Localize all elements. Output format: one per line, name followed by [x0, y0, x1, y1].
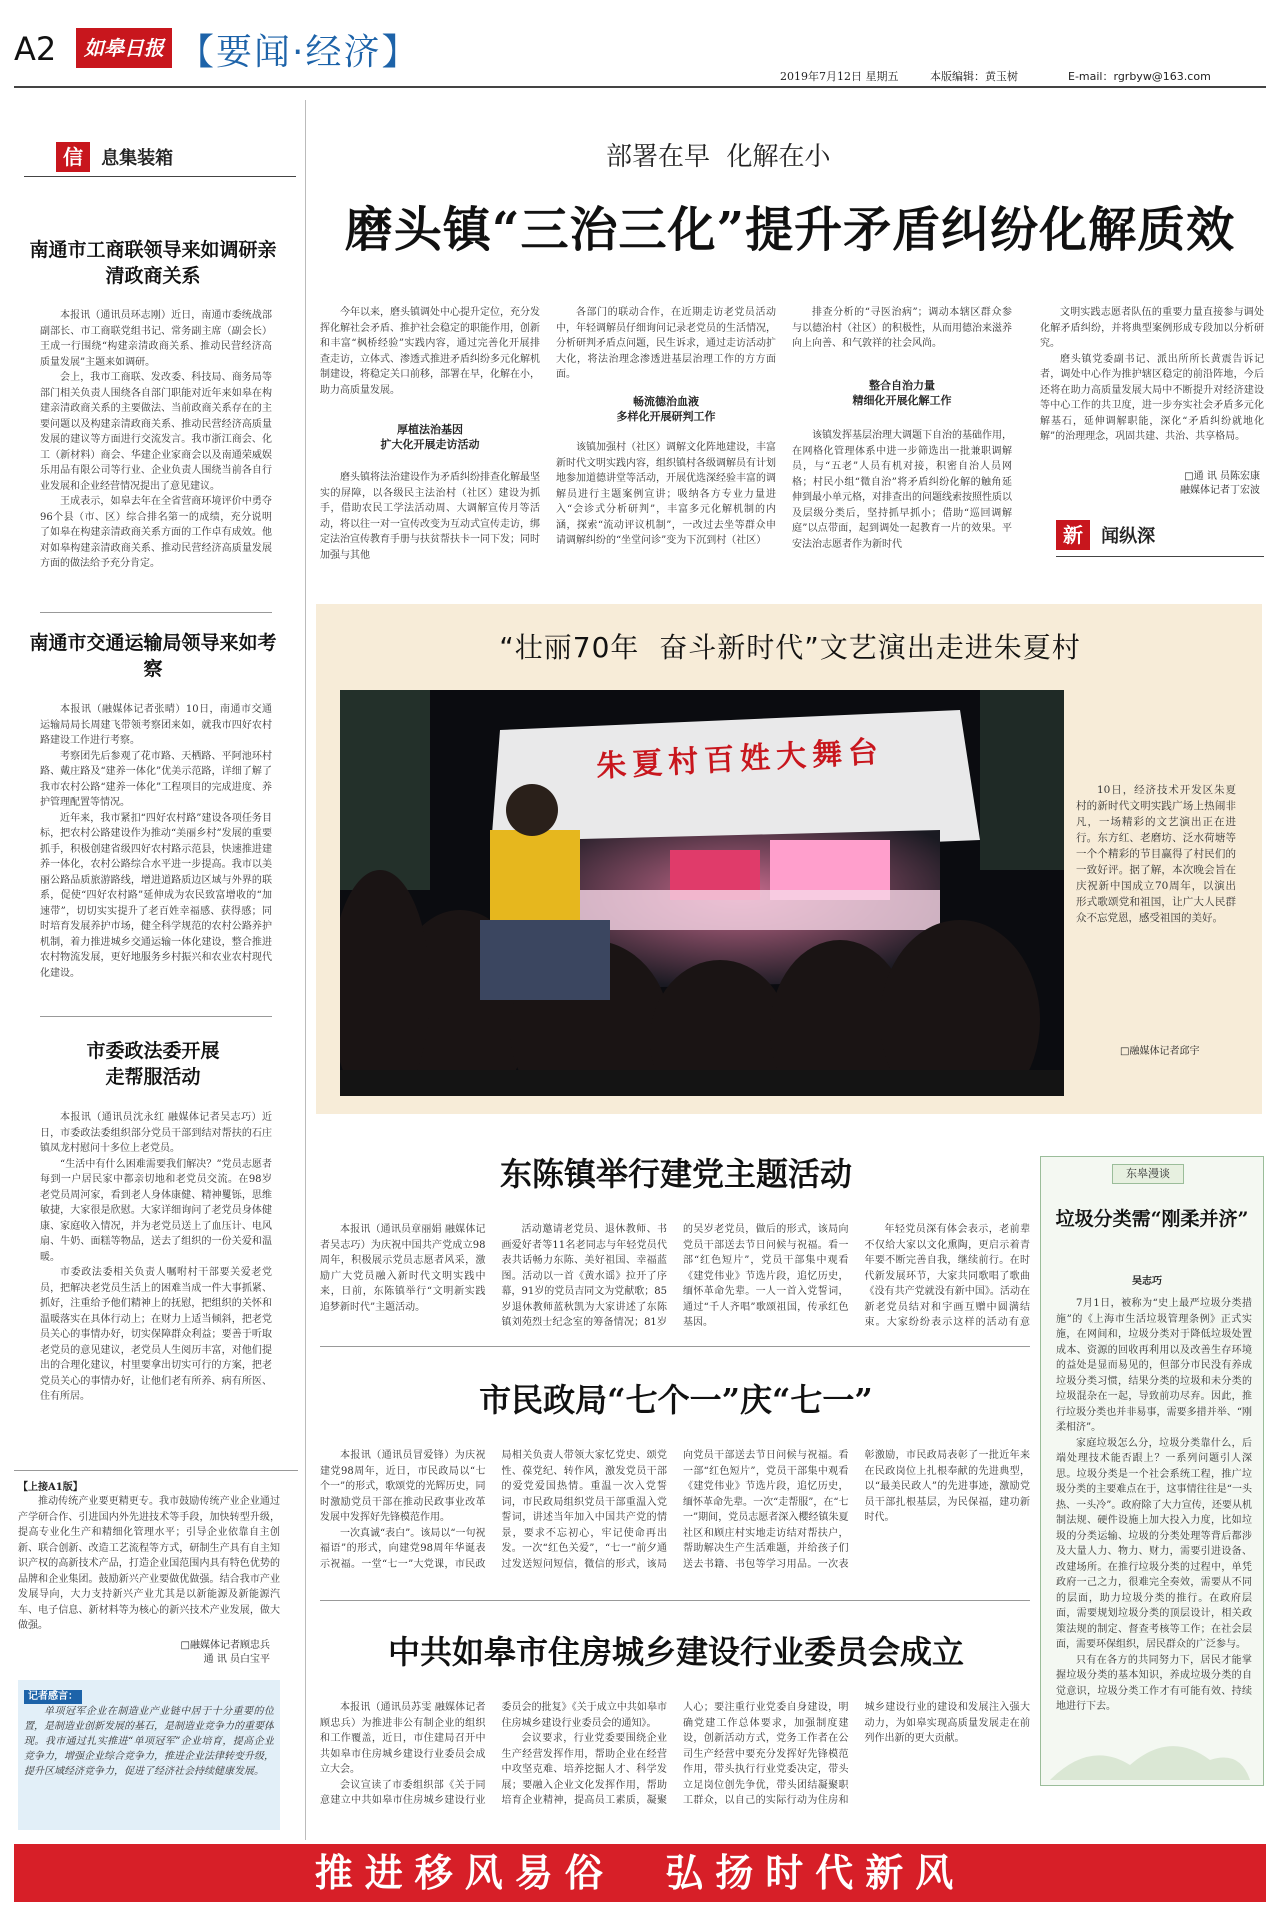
continued-byline [150, 1639, 270, 1667]
lead-col-4 [1040, 305, 1264, 469]
lead-col-3 [792, 305, 1012, 365]
commentary-label: 东皋漫谈 [1112, 1164, 1184, 1184]
divider [320, 1346, 1030, 1347]
paragraph: 推动传统产业要更精更专。我市鼓励传统产业企业通过产学研合作、引进国内外先进技术等手段，加快转型升级，提高专业化生产和精细化管理水平；引导企业依靠自主创新、联合创新、改造工艺流程等方式，研制生产具有自主知识产权的高新技术产品，打造企业国范围内具有特色优势的品牌和企业集团。鼓励新兴产业要做优做强。结合我市产业发展导向，大力支持新兴产业尤其是以新能源及新能源汽车、电子信息、新材料等为核心的新兴技术产业发展，做大做强。 [18, 1496, 280, 1631]
paragraph: “生活中有什么困难需要我们解决？”党员志愿者每到一户居民家中都亲切地和老党员交流。在98岁老党员周河家，看到老人身体康健、精神矍铄，思维敏捷，大家很是欣慰。大家详细询问了老党员身体健康、家庭收入情况，并为老党员送上了血压计、电风扇、牛奶、面糕等物品，送去了组织的一份关爱和温暖。 [40, 1158, 272, 1263]
lead-subhead-1 [370, 422, 490, 452]
subhead-line: 扩大化开展走访活动 [380, 438, 480, 451]
byline: □通 讯 员陈宏康 [1184, 471, 1260, 482]
news-depth-header [1056, 520, 1155, 550]
page-number: A2 [14, 30, 57, 68]
news-depth-title: 闻纵深 [1101, 526, 1156, 547]
paragraph: 今年以来，磨头镇调处中心提升定位，充分发挥化解社会矛盾、推护社会稳定的职能作用，创新和丰富“枫桥经验”实践内容，通过完善化开展排查走访，立体式、渗透式推进矛盾纠纷多元化解机制建设，将稳定关口前移，部署在早，化解在小，助力高质量发展。 [320, 307, 540, 396]
issue-date: 2019年7月12日 星期五 [780, 70, 899, 83]
byline: 融媒体记者丁宏波 [1180, 485, 1260, 496]
paragraph: 各部门的联动合作，在近期走访老党员活动中，年轻调解员仔细询问记录老党员的生活情况，分析研判矛盾点问题，民生诉求，通过走访活动扩大化，将法治理念渗透进基层治理工作的方方面面。 [556, 307, 776, 380]
article-title-zfw: 市委政法委开展走帮服活动 [86, 1040, 220, 1088]
paragraph: 磨头镇党委副书记、派出所所长黄震告诉记者，调处中心作为推护辖区稳定的前沿阵地，今后还将在助力高质量发展大局中不断提升对经济建设等中心工作的共卫度，进一步夯实社会矛盾多元化解基石，延伸调解职能，深化“矛盾纠纷就地化解”的治理理念，巩固共建、共治、共享格局。 [1040, 353, 1264, 442]
commentary-author: 吴志巧 [1132, 1276, 1162, 1287]
paragraph: 文明实践志愿者队伍的重要力量直接参与调处化解矛盾纠纷，并将典型案例形成专段加以分析研究。 [1040, 307, 1264, 349]
paragraph: 只有在各方的共同努力下，居民才能掌握垃圾分类的基本知识，养成垃圾分类的自觉意识，垃圾分类工作才有可能有效、持续地进行下去。 [1056, 1654, 1252, 1712]
lead-col-3b [792, 428, 1012, 565]
info-label: 信 [56, 142, 90, 172]
stage-banner-text: 朱夏村百姓大舞台 [595, 734, 885, 785]
paragraph: 7月1日，被称为“史上最严垃圾分类措施”的《上海市生活垃圾管理条例》正式实施，在网间和，垃圾分类对于降低垃圾处置成本、资源的回收再利用以及改善生存环境的益处是显而易见的，但部分市民没有养成垃圾分类习惯，结果分类的垃圾和未分类的垃圾混杂在一起，导致前功尽弃。因此，推行垃圾分类也并非易事，需要多措并举、“刚柔相济”。 [1056, 1298, 1252, 1433]
article-title-zj: 中共如皋市住房城乡建设行业委员会成立 [387, 1633, 964, 1671]
article-body-zj [320, 1700, 1030, 1830]
commentary-body [1056, 1296, 1252, 1716]
lead-kicker: 部署在早 化解在小 [606, 142, 831, 172]
article-title-gsl: 南通市工商联领导来如调研亲清政商关系 [29, 239, 277, 287]
page-email: E-mail：rgrbyw@163.com [1068, 70, 1211, 83]
photo-byline: □融媒体记者邱宇 [1120, 1046, 1200, 1057]
paragraph: 会上，我市工商联、发改委、科技局、商务局等部门相关负责人围绕各自部门职能对近年来如皋在构建亲清政商关系的主要做法、当前政商关系存在的主要问题以及构建亲清政商关系、推动民营经济高质量发展的建议等方面进行交流发言。我市浙江商会、化工（新材料）商会、华建企业家商会以及南通荣威娱乐用品有限公司等行业、企业负责人围绕当前各自行业发展和企业经营情况提出了意见建议。 [40, 372, 272, 492]
article-body-msj [320, 1448, 1030, 1588]
note-body: 单项冠军企业在制造业产业链中居于十分重要的位置，是制造业创新发展的基石，是制造业竞争力的重要体现。我市通过扎实推进“单项冠军”企业培育，提高企业竞争力，增强企业综合竞争力，推进企业法律转变升级，提升区域经济竞争力，促进了经济社会持续健康发展。 [24, 1706, 274, 1777]
paragraph: 本报讯（通讯员章丽娟 融媒体记者吴志巧）为庆祝中国共产党成立98周年，积极展示党员志愿者风采，激励广大党员融入新时代文明实践中来，日前，东陈镇举行“文明新实践 追梦新时代”主题活动。 [320, 1224, 486, 1313]
lead-byline [1110, 470, 1260, 498]
article-title-jt: 南通市交通运输局领导来如考察 [29, 632, 277, 680]
paragraph: 本报讯（通讯员环志刚）近日，南通市委统战部副部长、市工商联党组书记、常务副主席（副会长）王成一行围绕“构建亲清政商关系、推动民营经济高质量发展”主题来如调研。 [40, 310, 272, 368]
lead-col-2 [556, 305, 776, 391]
paragraph: 会议宣读了市委组织部《关于同意建立中共如皋市住房城乡建设行业委员会的批复》《关于成立中共如皋市住房城乡建设行业委员会的通知》。 [320, 1702, 667, 1806]
section-label: 【要闻·经济】 [178, 32, 420, 73]
paragraph: 本报讯（通讯员冒爱锋）为庆祝建党98周年，近日，市民政局以“七个一”的形式，歌颂党的光辉历史，同时激励党员干部在推动民政事业改革发展中发挥好先锋模范作用。 [320, 1450, 486, 1523]
divider [14, 1470, 298, 1471]
paragraph: 本报讯（融媒体记者张晴）10日，南通市交通运输局局长周建飞带领考察团来如，就我市四好农村路建设工作进行考察。 [40, 704, 272, 746]
article-body-gsl [40, 308, 272, 608]
paragraph: 本报讯（通讯员苏雯 融媒体记者顾忠兵）为推进非公有制企业的组织和工作覆盖，近日，市住建局召开中共如皋市住房城乡建设行业委员会成立大会。 [320, 1702, 486, 1775]
newspaper-logo: 如皋日报 [76, 28, 172, 68]
news-depth-rule [1056, 556, 1264, 557]
paragraph: 磨头镇将法治建设作为矛盾纠纷排查化解最坚实的屏障，以各级民主法治村（社区）建设为抓手，借助农民工学法活动周、大调解宣传月等活动，将以往一对一宣传改变为互动式宣传走访，绑定法治宣传教育手册与扶贫帮扶卡一同下发；同时加强与其他 [320, 472, 540, 561]
divider [320, 1600, 1030, 1601]
lead-col-2b [556, 440, 776, 565]
paragraph: 排查分析的“寻医治病”；调动本辖区群众参与以德治村（社区）的积极性，从而用德治来滋养向上向善、和气敦祥的社会风尚。 [792, 307, 1012, 349]
paragraph: 市委政法委相关负责人嘱咐村干部要关爱老党员，把解决老党员生活上的困难当成一件大事抓紧、抓好，注重给予他们精神上的抚慰，把组织的关怀和温暖落实在具体行动上；在财力上适当倾斜，把老党员关心的事情办好，切实保障群众利益；要善于听取老党员的意见建议，老党员人生阅历丰富，对他们提出的合理化建议，村里要拿出切实可行的方案，把老党员关心的事情办好，让他们老有所养、病有所医、住有所居。 [40, 1267, 272, 1402]
photo-feature-title: “壮丽70年 奋斗新时代”文艺演出走进朱夏村 [499, 631, 1081, 664]
commentary-title-text: 垃圾分类需“刚柔并济” [1055, 1208, 1249, 1230]
column-rule [305, 100, 306, 1840]
subhead-line: 多样化开展研判工作 [616, 410, 716, 423]
subhead-line: 厚植法治基因 [397, 423, 463, 436]
article-body-dc [320, 1222, 1030, 1332]
article-title-msj: 市民政局“七个一”庆“七一” [479, 1381, 873, 1419]
photo-caption [1076, 782, 1236, 1032]
info-section-header [56, 142, 173, 168]
article-title-dc: 东陈镇举行建党主题活动 [499, 1155, 852, 1193]
subhead-line: 整合自治力量 [869, 379, 935, 392]
paragraph: 本报讯（通讯员沈永红 融媒体记者吴志巧）近日，市委政法委组织部分党员干部到结对帮扶的石庄镇凤龙村慰问十多位上老党员。 [40, 1112, 272, 1154]
paragraph: 会议要求，行业党委要围绕企业生产经营发挥作用，帮助企业在经营中攻坚克难、培养挖掘人才、科学发展；要融入企业文化发挥作用，帮助培育企业精神，提高员工素质，凝聚人心；要注重行业党委自身建设，明确党建工作总体要求，加强制度建设，创新活动方式，党务工作者在公司生产经营中要充分发挥好先锋模范作用，带头执行行业党委决定，带头立足岗位创先争优，带头团结凝聚职工群众，以自己的实际行动为住房和城乡建设行业的建设和发展注入强大动力，为如皋实现高质量发展走在前列作出新的更大贡献。 [501, 1702, 1030, 1806]
paragraph: 王成表示，如皋去年在全省营商环境评价中勇夺96个县（市、区）综合排名第一的成绩，充分说明了如皋在构建亲清政商关系方面的工作卓有成效。他对如皋构建亲清政商关系、推动民营经济高质量发展方面的做法给予充分肯定。 [40, 496, 272, 569]
lead-subhead-3 [842, 378, 962, 408]
divider [40, 612, 272, 613]
article-body-jt [40, 702, 272, 980]
paragraph: 该镇发挥基层治理大调题下自治的基础作用，在网格化管理体系中进一步筛选出一批兼职调解员，与“五老”人员有机对接，积密自治人员网格；村民小组“微自治”将矛盾纠纷化解的触角延伸到最小单元格，对排查出的问题线索按照性质以及层级分类后，坚持抓早抓小；借助“巡回调解庭”以点带面，起到调处一起教育一片的效果。平安法治志愿者作为新时代 [792, 430, 1012, 550]
divider [40, 1016, 272, 1017]
byline: □融媒体记者顾忠兵 [180, 1640, 270, 1651]
paragraph: 一次真诚“表白”。该局以“一句祝福语”的形式，向建党98周年华诞表示祝福。一堂“七一”大党课，市民政局相关负责人带领大家忆党史、颂党性、葆党纪、转作风，激发党员干部的爱党爱国热情。重温一次入党誓词，市民政局组织党员干部重温入党誓词，讲述当年加入中国共产党的情景，要求不忘初心，牢记使命再出发。一次“红色关爱”，“七一”前夕通过发送短问短信，微信的形式，该局向党员干部送去节日问候与祝福。看一部“红色短片”，党员干部集中观看《建党伟业》节选片段，追忆历史，缅怀革命先辈。一次“走帮服”，在“七一”期间，党员志愿者深入櫻经镇朱夏社区和顾庄村实地走访结对帮扶户，帮助解决生产生活难题，并给孩子们送去书籍、书包等学习用品。一次表彰激励，市民政局表彰了一批近年来在民政岗位上扎根奉献的先进典型，以“最美民政人”的先进事迹，激励党员干部扎根基层，为民保福，建功新时代。 [320, 1450, 1030, 1570]
note-label: 记者感言： [24, 1690, 82, 1704]
paragraph: 活动邀请老党员、退休教师、书画爱好者等11名老同志与年轻党员代表共话畅力东陈、美好祖国、幸福蓝图。活动以一首《黄水谣》拉开了序幕，91岁的党员吉同文为党献歌；85岁退休教师蓝秋凯为大家讲述了东陈镇刘苑烈士纪念室的筹备情况；81岁的吴岁老党员，做后的形式，该局向党员干部送去节日问候与祝福。看一部“红色短片”，党员干部集中观看《建党伟业》节选片段，追忆历史，缅怀革命先辈。一人一首入党誓词，通过“千人齐唱”歌颂祖国，传承红色基因。 [501, 1224, 849, 1328]
continued-body [18, 1494, 280, 1634]
paragraph: 10日，经济技术开发区朱夏村的新时代文明实践广场上热闹非凡，一场精彩的文艺演出正在进行。东方红、老磨坊、泛水荷塘等一个个精彩的节目赢得了村民们的一致好评。据了解，本次晚会旨在庆祝新中国成立70周年，以演出形式歌颂党和祖国，让广大人民群众不忘党恩，感受祖国的美好。 [1076, 784, 1236, 924]
paragraph: 年轻党员深有体会表示，老前辈不仅给大家以文化熏陶，更启示着青年要不断完善自我，继续前行。在时代新发展环节，大家共同歌唱了歌曲《没有共产党就没有新中国》。活动在新老党员结对和宇画互赠中圆满结束。大家纷纷表示这样的活动有意 [864, 1224, 1030, 1328]
continued-tag: 【上接A1版】 [18, 1482, 83, 1493]
reporter-note [18, 1680, 280, 1830]
lead-col-1b [320, 470, 540, 565]
event-photo [340, 690, 1064, 1096]
tree-illustration [1050, 1720, 1250, 1780]
article-body-zfw [40, 1110, 272, 1450]
paragraph: 近年来，我市紧扣“四好农村路”建设各项任务目标，把农村公路建设作为推动“美丽乡村”发展的重要抓手，积极创建省级四好农村路示范县，快速推进建养一体化，农村公路综合水平进一步提高。我市以美丽公路品质旅游路线，增进道路质边区域与外界的联系，促使“四好农村路”延伸成为农民致富增收的“加速带”，切切实实提升了老百姓幸福感、获得感；同时培育发展养护市场，健全科学规范的农村公路养护机制，着力推进城乡交通运输一体化建设，整合推进农村物流发展，更好地服务乡村振兴和农业农村现代化建设。 [40, 812, 272, 979]
paragraph: 考察团先后参观了花市路、天栖路、平阿池环村路、戴庄路及“建养一体化”优美示范路，详细了解了我市农村公路“建养一体化”工程项目的完成进度、养护管理配置等情况。 [40, 750, 272, 808]
paragraph: 家庭垃圾怎么分，垃圾分类靠什么，后端处理技术能否跟上？一系列问题引人深思。垃圾分类是一个社会系统工程，推广垃圾分类的主要难点在于，这事情往往是“一头热、一头冷”。政府除了大力宣传，还要从机制法规、硬件设施上加大投入力度，比如垃圾的分类运输、垃圾的分类处理等背后都涉及大量人力、物力、财力，需要引进设备、改建场所。在推行垃圾分类的过程中，单凭政府一己之力，很难完全奏效，需要从不同的层面，助力垃圾分类的推行。在政府层面，需要规划垃圾分类的顶层设计，相关政策法规的制定、督查考核等工作；在社会层面，需要环保组织，居民群众的广泛参与。 [1056, 1437, 1252, 1650]
subhead-line: 精细化开展化解工作 [852, 394, 952, 407]
subhead-line: 畅流德治血液 [633, 395, 699, 408]
masthead-rule [14, 86, 1266, 88]
bottom-slogan-banner: 推进移风易俗 弘扬时代新风 [14, 1844, 1266, 1902]
lead-col-1 [320, 305, 540, 415]
commentary-title [1050, 1206, 1254, 1232]
page-editor: 本版编辑：黄玉树 [930, 70, 1018, 83]
lead-subhead-2 [606, 394, 726, 424]
info-rule [24, 176, 296, 177]
info-title: 息集装箱 [101, 148, 174, 169]
byline: 通 讯 员白宝平 [203, 1654, 270, 1665]
paragraph: 该镇加强村（社区）调解文化阵地建设，丰富新时代文明实践内容，组织镇村各级调解员有计划地参加道德讲堂等活动，开展优选深经验丰富的调解员进行主题案例宣讲；吸纳各方专业力量进入“会诊式分析研判”，丰富多元化解机制的内涵，探索“流动评议机制”，一改过去坐等群众申请调解纠纷的“坐堂问诊”变为下沉到村（社区） [556, 442, 776, 546]
lead-title: 磨头镇“三治三化”提升矛盾纠纷化解质效 [344, 202, 1236, 258]
news-depth-label: 新 [1056, 520, 1090, 550]
